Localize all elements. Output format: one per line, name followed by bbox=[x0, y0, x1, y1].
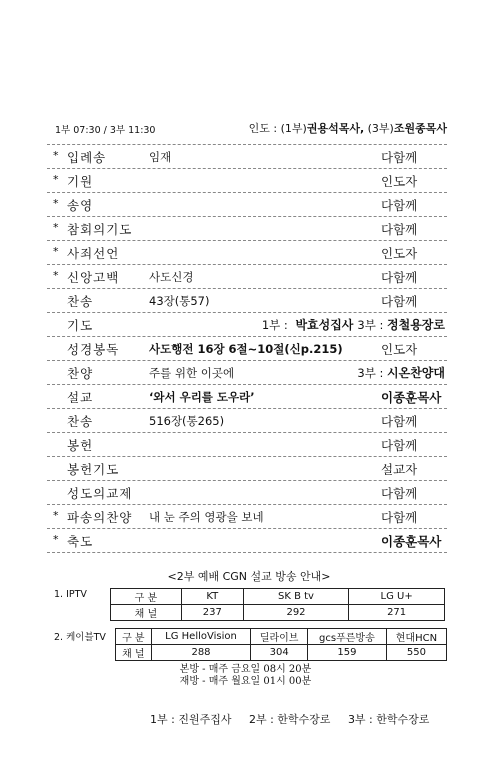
order-performer: 다함께 bbox=[381, 270, 418, 285]
cgn-broadcast-info bbox=[50, 568, 448, 666]
prayer-leader-1: 박효성집사 bbox=[295, 318, 354, 332]
order-content: 내 눈 주의 영광을 보네 bbox=[149, 510, 264, 524]
broadcast-first-run: 본방 - 매주 금요일 08시 20분 bbox=[179, 664, 312, 675]
scripture-reference: 사도행전 16장 6절~10절(신p.215) bbox=[149, 342, 343, 356]
order-performer: 다함께 bbox=[381, 222, 418, 237]
choir-name: 시온찬양대 bbox=[387, 366, 445, 380]
order-performer: 다함께 bbox=[381, 294, 418, 309]
order-title: 사죄선언 bbox=[67, 246, 120, 261]
order-row-신앙고백 bbox=[47, 265, 447, 289]
order-title: 봉헌기도 bbox=[67, 462, 120, 477]
standing-marker: * bbox=[53, 509, 59, 522]
order-title: 기원 bbox=[67, 174, 94, 189]
prayer-leader-3: 정철용장로 bbox=[387, 318, 445, 332]
order-performer: 인도자 bbox=[381, 342, 418, 357]
cable-label: 2. 케이블TV bbox=[54, 632, 106, 643]
order-performer: 인도자 bbox=[381, 246, 418, 261]
order-row-성경봉독 bbox=[47, 337, 447, 361]
cgn-title: <2부 예배 CGN 설교 방송 안내> bbox=[167, 570, 331, 583]
order-content: 516장(통265) bbox=[149, 414, 225, 428]
choir: 3부 : 시온찬양대 bbox=[357, 366, 445, 380]
order-row-성도의교제 bbox=[47, 481, 447, 505]
order-row-봉헌기도 bbox=[47, 457, 447, 481]
order-row-설교 bbox=[47, 385, 447, 409]
order-row-참회의기도 bbox=[47, 217, 447, 241]
order-title: 기도 bbox=[67, 318, 94, 333]
order-of-worship bbox=[47, 144, 447, 553]
standing-marker: * bbox=[53, 245, 59, 258]
order-title: 성경봉독 bbox=[67, 342, 120, 357]
order-performer: 인도자 bbox=[381, 174, 418, 189]
standing-marker: * bbox=[53, 197, 59, 210]
table-row: 구 분 KT SK B tv LG U+ bbox=[111, 589, 445, 605]
order-performer: 다함께 bbox=[381, 414, 418, 429]
order-performer: 다함께 bbox=[381, 150, 418, 165]
order-performer: 다함께 bbox=[381, 486, 418, 501]
order-content: 43장(통57) bbox=[149, 294, 210, 308]
benediction-pastor: 이종훈목사 bbox=[381, 534, 442, 549]
order-row-입례송 bbox=[47, 144, 447, 169]
iptv-section bbox=[50, 588, 448, 626]
order-row-기원 bbox=[47, 169, 447, 193]
iptv-table bbox=[110, 588, 445, 621]
order-title: 참회의기도 bbox=[67, 222, 133, 237]
worship-leader: 인도 : (1부)권용석목사, (3부)조원종목사 bbox=[248, 122, 447, 135]
order-title: 입례송 bbox=[67, 150, 107, 165]
standing-marker: * bbox=[53, 221, 59, 234]
order-performer: 다함께 bbox=[381, 438, 418, 453]
order-title: 파송의찬양 bbox=[67, 510, 133, 525]
iptv-label: 1. IPTV bbox=[54, 589, 87, 600]
prayer-leaders: 1부 : 박효성집사 3부 : 정철용장로 bbox=[261, 318, 445, 332]
order-title: 성도의교제 bbox=[67, 486, 133, 501]
broadcast-schedule bbox=[0, 664, 491, 688]
order-row-송영 bbox=[47, 193, 447, 217]
order-performer: 설교자 bbox=[381, 462, 418, 477]
service-times: 1부 07:30 / 3부 11:30 bbox=[55, 125, 156, 136]
order-title: 찬송 bbox=[67, 294, 94, 309]
order-row-찬양 bbox=[47, 361, 447, 385]
cable-table bbox=[115, 628, 447, 661]
service-header bbox=[55, 120, 447, 136]
order-title: 찬송 bbox=[67, 414, 94, 429]
order-title: 송영 bbox=[67, 198, 94, 213]
standing-marker: * bbox=[53, 269, 59, 282]
sermon-title: ‘와서 우리를 도우라’ bbox=[149, 390, 255, 404]
order-title: 봉헌 bbox=[67, 438, 94, 453]
order-content: 임재 bbox=[149, 150, 172, 164]
broadcast-rerun: 재방 - 매주 월요일 01시 00분 bbox=[179, 676, 312, 687]
order-content: 사도신경 bbox=[149, 270, 194, 284]
table-row: 채 널 237 292 271 bbox=[111, 605, 445, 621]
cable-section bbox=[50, 628, 448, 666]
order-row-봉헌 bbox=[47, 433, 447, 457]
footer-item: 1부 : 진원주집사 bbox=[150, 713, 232, 726]
order-performer: 다함께 bbox=[381, 510, 418, 525]
order-content: 주를 위한 이곳에 bbox=[149, 366, 235, 380]
order-title: 설교 bbox=[67, 390, 94, 405]
footer-item: 3부 : 한학수장로 bbox=[347, 713, 430, 726]
order-row-파송의찬양 bbox=[47, 505, 447, 529]
order-row-사죄선언 bbox=[47, 241, 447, 265]
preacher: 이종훈목사 bbox=[381, 390, 442, 405]
table-row: 채 널 288 304 159 550 bbox=[116, 645, 447, 661]
order-title: 축도 bbox=[67, 534, 94, 549]
standing-marker: * bbox=[53, 149, 59, 162]
table-row: 구 분 LG HelloVision 딜라이브 gcs푸른방송 현대HCN bbox=[116, 629, 447, 645]
standing-marker: * bbox=[53, 173, 59, 186]
standing-marker: * bbox=[53, 533, 59, 546]
order-row-찬송 bbox=[47, 289, 447, 313]
order-row-찬송-2 bbox=[47, 409, 447, 433]
footer-item: 2부 : 한학수장로 bbox=[248, 713, 331, 726]
order-title: 신앙고백 bbox=[67, 270, 120, 285]
footer-ushers bbox=[150, 711, 443, 727]
order-row-축도 bbox=[47, 529, 447, 553]
order-title: 찬양 bbox=[67, 366, 94, 381]
order-performer: 다함께 bbox=[381, 198, 418, 213]
order-row-기도 bbox=[47, 313, 447, 337]
